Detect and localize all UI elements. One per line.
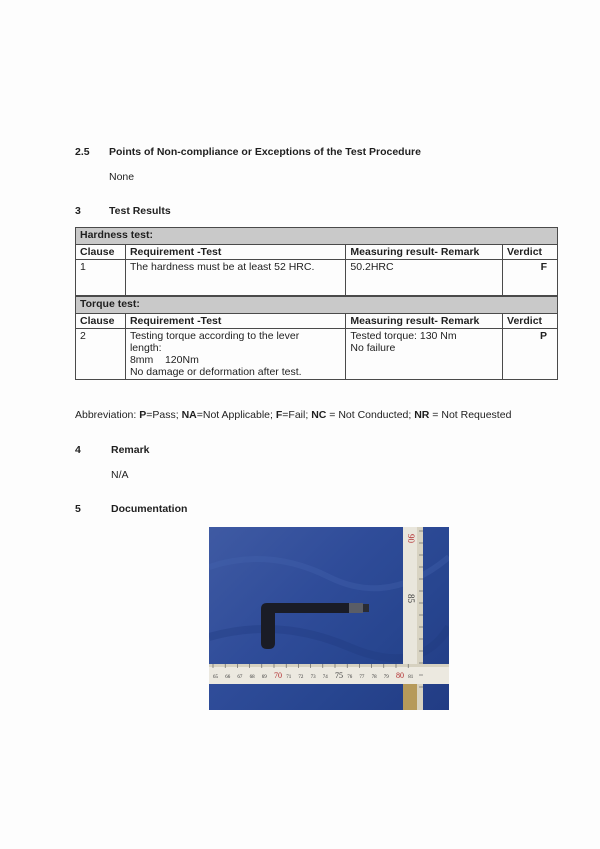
abbr-sep: ; <box>270 409 276 421</box>
ruler-label: 90 <box>406 534 416 543</box>
section-number-5: 5 <box>75 503 81 515</box>
abbr-value: Pass <box>152 409 176 421</box>
abbr-value: Not Applicable <box>202 409 271 421</box>
column-header-result: Measuring result- Remark <box>346 245 503 260</box>
table-row <box>76 328 558 379</box>
horizontal-ruler <box>209 664 449 710</box>
torque-header-row <box>76 296 558 314</box>
abbr-eq: = <box>282 409 289 421</box>
requirement-cell: The hardness must be at least 52 HRC. <box>125 260 345 296</box>
ruler-label: 72 <box>298 675 304 680</box>
ruler-label: 76 <box>347 675 353 680</box>
requirement-line: Testing torque according to the lever <box>129 329 300 342</box>
abbr-key: NC <box>311 409 327 421</box>
section-title-4: Remark <box>111 444 150 456</box>
abbr-key: NR <box>414 409 430 421</box>
ruler-label: 80 <box>396 671 404 680</box>
ruler-label: 65 <box>213 675 218 680</box>
table-row <box>76 260 558 296</box>
documentation-photo <box>209 527 449 710</box>
ruler-label: 68 <box>249 675 255 680</box>
abbr-value: Not Requested <box>441 409 512 421</box>
ruler-label: 73 <box>310 675 316 680</box>
column-header-requirement: Requirement -Test <box>125 313 345 328</box>
ruler-label: 77 <box>359 675 365 680</box>
section-body-4: N/A <box>111 469 129 481</box>
section-title-2-5: Points of Non-compliance or Exceptions of the Test Procedure <box>109 146 421 158</box>
clause-cell: 2 <box>76 328 126 379</box>
column-header-clause: Clause <box>76 313 126 328</box>
section-title-5: Documentation <box>111 503 188 515</box>
photo-scene <box>209 527 449 710</box>
hardness-column-header-row <box>76 245 558 260</box>
abbreviation-line <box>75 409 511 421</box>
ruler-label: 69 <box>261 675 267 680</box>
section-number-2-5: 2.5 <box>75 146 90 158</box>
column-header-clause: Clause <box>76 245 126 260</box>
ruler-label: 74 <box>322 675 328 680</box>
ruler-label: 81 <box>408 675 414 680</box>
torque-column-header-row <box>76 313 558 328</box>
column-header-verdict: Verdict <box>503 313 558 328</box>
ruler-label: 70 <box>274 671 282 680</box>
abbr-key: NA <box>181 409 197 421</box>
requirement-line: 8mm 120Nm <box>129 353 199 366</box>
abbr-value: Fail <box>288 409 306 421</box>
verdict-cell: P <box>503 328 558 379</box>
requirement-line: length: <box>129 341 162 354</box>
abbr-sep: ; <box>408 409 415 421</box>
column-header-verdict: Verdict <box>503 245 558 260</box>
abbr-eq: = <box>146 409 153 421</box>
hardness-test-header: Hardness test: <box>76 228 558 245</box>
section-number-4: 4 <box>75 444 81 456</box>
ruler-label: 71 <box>286 675 292 680</box>
torque-test-header: Torque test: <box>76 296 558 314</box>
section-number-3: 3 <box>75 205 81 217</box>
hardness-header-row <box>76 228 558 245</box>
section-body-2-5: None <box>109 171 135 183</box>
column-header-result: Measuring result- Remark <box>346 313 503 328</box>
abbr-eq: = <box>429 409 442 421</box>
ruler-label: 85 <box>406 594 416 603</box>
abbr-key: F <box>275 409 283 421</box>
test-results-table <box>75 227 558 380</box>
ruler-label: 79 <box>383 675 389 680</box>
abbr-sep: ; <box>305 409 312 421</box>
requirement-cell <box>125 328 345 379</box>
ruler-label: 78 <box>371 675 377 680</box>
column-header-requirement: Requirement -Test <box>125 245 345 260</box>
clause-cell: 1 <box>76 260 126 296</box>
abbr-eq: = <box>326 409 339 421</box>
section-title-3: Test Results <box>109 205 171 217</box>
result-line: Tested torque: 130 Nm <box>350 329 457 342</box>
abbr-sep: ; <box>175 409 182 421</box>
result-cell: 50.2HRC <box>346 260 503 296</box>
result-cell <box>346 328 503 379</box>
verdict-cell: F <box>503 260 558 296</box>
abbreviation-label: Abbreviation: <box>75 409 140 421</box>
result-line: No failure <box>350 341 396 354</box>
abbr-eq: = <box>196 409 203 421</box>
abbr-value: Not Conducted <box>338 409 409 421</box>
ruler-label: 75 <box>335 671 343 680</box>
ruler-label: 66 <box>225 675 231 680</box>
abbr-key: P <box>139 409 147 421</box>
requirement-line: No damage or deformation after test. <box>129 365 302 378</box>
ruler-label: 67 <box>237 675 243 680</box>
